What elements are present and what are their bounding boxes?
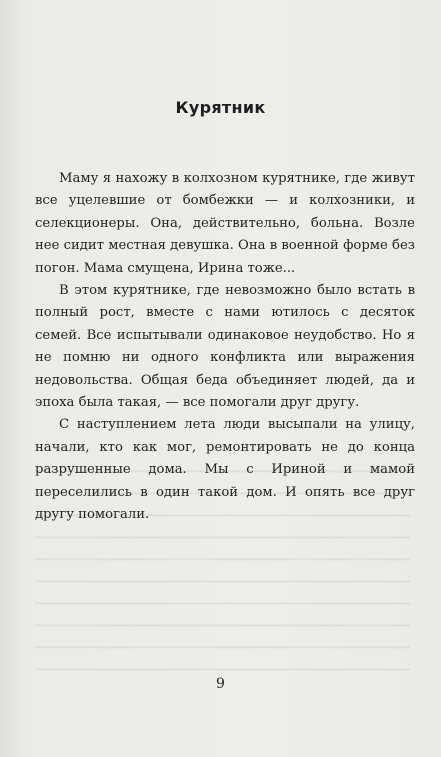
paragraph: В этом курятнике, где невозможно было встать в полный рост, вместе с нами ютилось с десяток семей. Все испытывали одинаковое неудобство. Но я не помню ни одного конфликта или выражения недовольства. Общая беда объединяет людей, да и эпоха была такая, — все помогали друг другу. [35,283,415,411]
paragraph: С наступлением лета люди высыпали на улицу, начали, кто как мог, ремонтировать не до конца разрушенные дома. Мы с Ириной и мамой переселились в один такой дом. И опять все друг другу помогали. [35,417,415,523]
paragraph: Маму я нахожу в колхозном курятнике, где живут все уцелевшие от бомбежки — и колхозники, и селекционеры. Она, действительно, больна. Возле нее сидит местная девушка. Она в военной форме без погон. Мама смущена, Ирина тоже... [35,171,415,276]
page-number: 9 [216,676,225,692]
chapter-title: Курятник [175,98,266,117]
body-text [35,168,415,527]
